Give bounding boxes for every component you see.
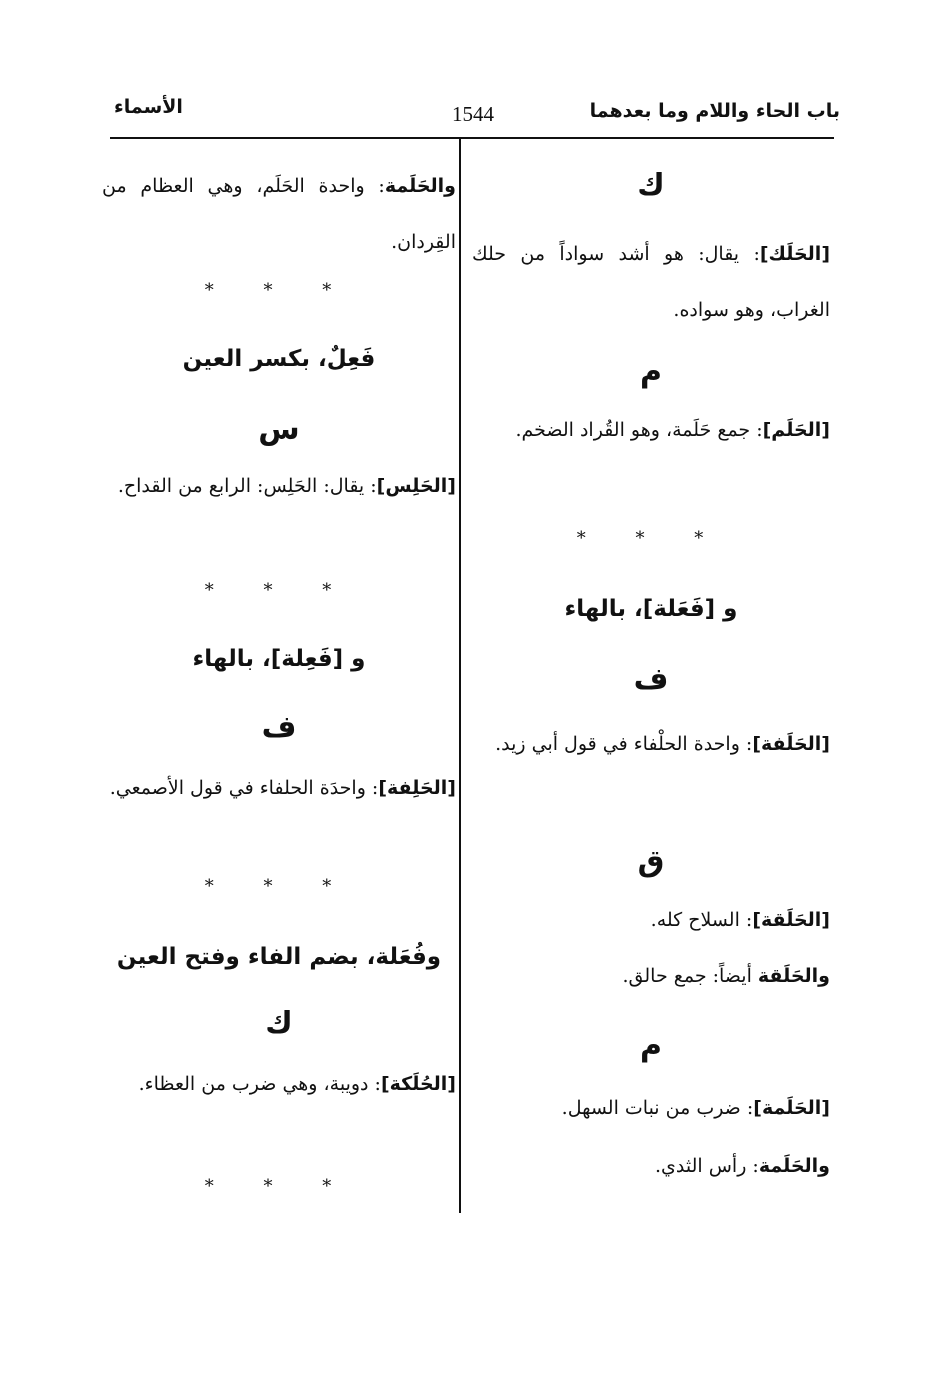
letter-heading: م bbox=[640, 354, 662, 389]
entry-text: : واحدَة الحلفاء في قول الأصمعي. bbox=[109, 777, 379, 799]
section-heading: فَعِلٌ، بكسر العين bbox=[182, 346, 376, 372]
entry-headword: [الحَلَك] bbox=[759, 243, 830, 265]
section-heading: و [فَعَلة]، بالهاء bbox=[564, 596, 738, 622]
header-rule bbox=[110, 137, 834, 139]
entry-text: : دويبة، وهي ضرب من العظاء. bbox=[138, 1073, 381, 1095]
entry-text: : يقال: الحَلِس: الرابع من القداح. bbox=[117, 475, 377, 497]
entry-headword: [الحَلَقة] bbox=[752, 909, 830, 931]
entry bbox=[472, 892, 830, 948]
page-number: 1544 bbox=[452, 102, 494, 126]
entry bbox=[472, 402, 830, 458]
entry bbox=[102, 158, 456, 270]
entry-headword: [الحَلِفة] bbox=[378, 777, 456, 799]
entry-text: : السلاح كله. bbox=[650, 909, 753, 931]
entry bbox=[102, 458, 456, 514]
entry bbox=[102, 1056, 456, 1112]
letter-heading: م bbox=[640, 1028, 662, 1063]
entry-text: : جمع حَلَمة، وهو القُراد الضخم. bbox=[515, 419, 763, 441]
section-separator: * * * bbox=[204, 876, 354, 897]
entry-headword: والحَلَمة bbox=[758, 1155, 830, 1177]
letter-heading: ف bbox=[633, 662, 669, 697]
entry-text: أيضاً: جمع حالق. bbox=[622, 965, 758, 987]
section-separator: * * * bbox=[204, 580, 354, 601]
entry-headword: [الحَلَفة] bbox=[752, 733, 830, 755]
entry-headword: [الحُلَكة] bbox=[380, 1073, 456, 1095]
section-separator: * * * bbox=[204, 280, 354, 301]
entry-headword: [الحَلَم] bbox=[762, 419, 830, 441]
letter-heading: ك bbox=[265, 1006, 293, 1041]
section-separator: * * * bbox=[576, 528, 726, 549]
entry-text: : ضرب من نبات السهل. bbox=[561, 1097, 754, 1119]
entry-text: : رأس الثدي. bbox=[655, 1155, 759, 1177]
entry bbox=[472, 1080, 830, 1136]
section-title: الأسماء bbox=[114, 96, 183, 118]
entry-headword: [الحَلَمة] bbox=[753, 1097, 830, 1119]
entry bbox=[472, 226, 830, 338]
chapter-title: باب الحاء واللام وما بعدهما bbox=[589, 100, 840, 122]
entry-text: : يقال: هو أشد سواداً من حلك الغراب، وهو سواده. bbox=[472, 243, 830, 321]
entry-headword: والحَلَمة bbox=[384, 175, 456, 197]
entry bbox=[472, 716, 830, 772]
section-heading: و [فَعِلة]، بالهاء bbox=[192, 646, 366, 672]
entry bbox=[472, 1138, 830, 1194]
entry-text: : واحدة الحلْفاء في قول أبي زيد. bbox=[495, 733, 753, 755]
entry-headword: [الحَلِس] bbox=[376, 475, 456, 497]
entry bbox=[472, 948, 830, 1004]
column-divider bbox=[459, 139, 461, 1213]
letter-heading: ك bbox=[637, 168, 665, 203]
letter-heading: ق bbox=[637, 844, 665, 879]
entry-text: : واحدة الحَلَم، وهي العظام من القِردان. bbox=[102, 175, 456, 253]
letter-heading: ف bbox=[261, 710, 297, 745]
page-header bbox=[100, 96, 840, 136]
entry-headword: والحَلَقة bbox=[757, 965, 830, 987]
section-separator: * * * bbox=[204, 1176, 354, 1197]
section-heading: وفُعَلة، بضم الفاء وفتح العين bbox=[116, 944, 442, 970]
letter-heading: س bbox=[258, 412, 300, 447]
entry bbox=[102, 760, 456, 816]
